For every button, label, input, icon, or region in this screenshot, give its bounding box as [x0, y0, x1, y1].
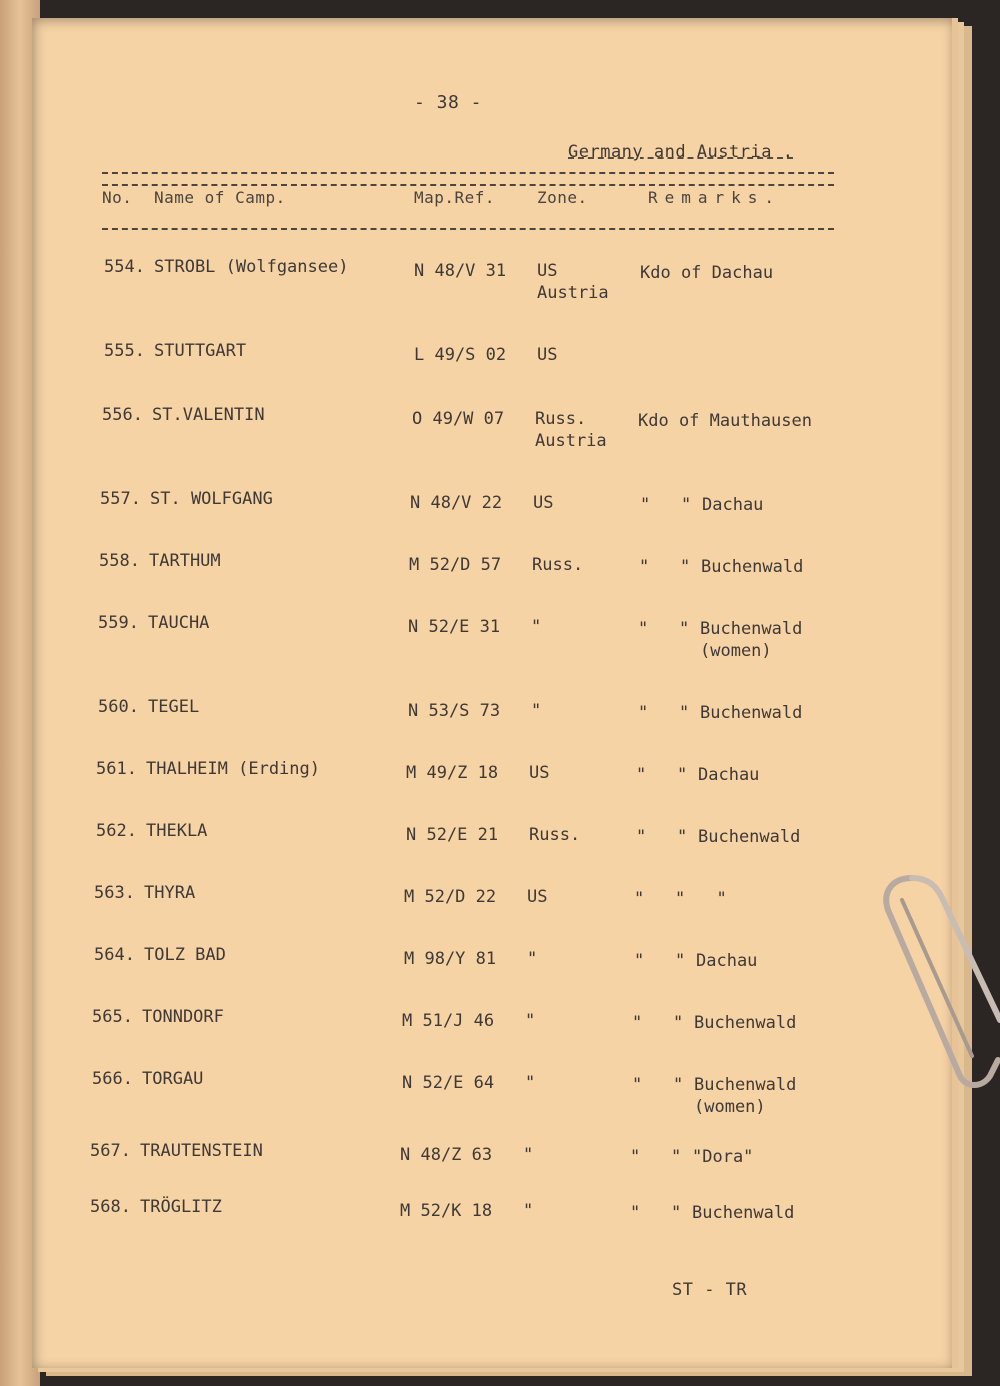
ditto-marks: " "	[639, 557, 691, 577]
map-reference: M 52/D 22	[404, 887, 497, 907]
ditto-marks: " "	[636, 765, 688, 785]
table-row	[32, 256, 952, 316]
map-reference: N 52/E 21	[406, 825, 499, 845]
camp-name: TORGAU	[142, 1069, 204, 1089]
entry-number: 562.	[96, 821, 137, 841]
map-reference: N 48/V 22	[410, 493, 503, 513]
ditto-marks: " "	[640, 495, 692, 515]
remarks: Kdo of Mauthausen	[638, 411, 812, 431]
zone: "	[523, 1201, 534, 1221]
camp-name: THYRA	[144, 883, 196, 903]
table-row	[32, 1140, 952, 1200]
column-header-zone: Zone.	[537, 188, 588, 207]
map-reference: N 48/Z 63	[400, 1145, 493, 1165]
ditto-marks: " "	[632, 1013, 684, 1033]
camp-name: TARTHUM	[149, 551, 221, 571]
remarks: Buchenwald	[692, 1203, 795, 1223]
map-reference: M 49/Z 18	[406, 763, 499, 783]
camp-name: STROBL (Wolfgansee)	[154, 257, 349, 277]
camp-name: ST. WOLFGANG	[150, 489, 273, 509]
zone: "	[523, 1145, 534, 1165]
camp-name: THALHEIM (Erding)	[146, 759, 320, 779]
table-row	[32, 1006, 952, 1066]
camp-name: TRÖGLITZ	[140, 1197, 222, 1217]
camp-name: TEGEL	[148, 697, 200, 717]
entry-number: 554.	[104, 257, 145, 277]
column-header-no: No.	[102, 188, 133, 207]
entry-number: 567.	[90, 1141, 131, 1161]
map-reference: N 48/V 31	[414, 261, 507, 281]
camp-name: THEKLA	[146, 821, 208, 841]
map-reference: O 49/W 07	[412, 409, 505, 429]
entry-number: 558.	[99, 551, 140, 571]
zone: "	[531, 701, 542, 721]
ditto-marks: " "	[638, 619, 690, 639]
zone: "	[525, 1073, 536, 1093]
zone: "	[525, 1011, 536, 1031]
table-row	[32, 820, 952, 880]
map-reference: M 51/J 46	[402, 1011, 495, 1031]
entry-number: 564.	[94, 945, 135, 965]
camp-name: STUTTGART	[154, 341, 247, 361]
entry-number: 560.	[98, 697, 139, 717]
column-header-remarks: Remarks.	[648, 188, 782, 207]
zone: Russ.	[532, 555, 584, 575]
entry-number: 566.	[92, 1069, 133, 1089]
table-row	[32, 550, 952, 610]
remarks: Buchenwald	[698, 827, 801, 847]
remarks: Buchenwald (women)	[700, 619, 803, 661]
ditto-marks: " "	[634, 951, 686, 971]
column-header-name: Name of Camp.	[154, 188, 286, 207]
remarks: Dachau	[702, 495, 764, 515]
ditto-marks: " "	[638, 703, 690, 723]
ditto-marks: " "	[634, 889, 686, 909]
camp-name: TAUCHA	[148, 613, 210, 633]
ditto-marks: " "	[630, 1147, 682, 1167]
paper-clip-icon	[882, 870, 1000, 1090]
entry-number: 563.	[94, 883, 135, 903]
entry-number: 555.	[104, 341, 145, 361]
remarks: Buchenwald	[701, 557, 804, 577]
map-reference: N 53/S 73	[408, 701, 501, 721]
section-title: Germany and Austria .	[568, 142, 794, 162]
map-reference: L 49/S 02	[414, 345, 507, 365]
zone: Russ.	[529, 825, 581, 845]
table-row	[32, 340, 952, 400]
ditto-marks: " "	[630, 1203, 682, 1223]
zone: "	[527, 949, 538, 969]
remarks: "Dora"	[692, 1147, 754, 1167]
zone: US	[529, 763, 550, 783]
table-row	[32, 882, 952, 942]
table-row	[32, 612, 952, 672]
header-rule-bottom	[102, 228, 834, 230]
zone: US	[537, 345, 558, 365]
map-reference: N 52/E 31	[408, 617, 501, 637]
map-reference: M 52/D 57	[409, 555, 502, 575]
entry-number: 559.	[98, 613, 139, 633]
map-reference: M 98/Y 81	[404, 949, 497, 969]
document-page	[32, 18, 958, 1368]
table-row	[32, 488, 952, 548]
table-row	[32, 404, 952, 464]
zone: US	[527, 887, 548, 907]
table-row	[32, 1068, 952, 1128]
camp-name: ST.VALENTIN	[152, 405, 265, 425]
page-range-footer: ST - TR	[672, 1280, 748, 1300]
header-rule-top-2	[102, 184, 834, 186]
zone: "	[531, 617, 542, 637]
map-reference: N 52/E 64	[402, 1073, 495, 1093]
column-header-map-ref: Map.Ref.	[414, 188, 496, 207]
camp-name: TRAUTENSTEIN	[140, 1141, 263, 1161]
ditto-marks: " "	[636, 827, 688, 847]
entry-number: 568.	[90, 1197, 131, 1217]
map-reference: M 52/K 18	[400, 1201, 493, 1221]
remarks: Dachau	[696, 951, 758, 971]
remarks: Buchenwald	[700, 703, 803, 723]
table-row	[32, 944, 952, 1004]
remarks: Kdo of Dachau	[640, 263, 774, 283]
header-rule-top	[102, 172, 834, 174]
entry-number: 557.	[100, 489, 141, 509]
table-row	[32, 1196, 952, 1256]
entry-number: 565.	[92, 1007, 133, 1027]
zone: US	[533, 493, 554, 513]
remarks: Buchenwald (women)	[694, 1075, 797, 1117]
zone: Russ. Austria	[535, 409, 607, 451]
entry-number: 561.	[96, 759, 137, 779]
camp-name: TOLZ BAD	[144, 945, 226, 965]
table-row	[32, 696, 952, 756]
ditto-marks: " "	[632, 1075, 684, 1095]
camp-name: TONNDORF	[142, 1007, 224, 1027]
remarks: "	[696, 889, 727, 909]
remarks: Buchenwald	[694, 1013, 797, 1033]
table-row	[32, 758, 952, 818]
entry-number: 556.	[102, 405, 143, 425]
zone: US Austria	[537, 261, 609, 303]
remarks: Dachau	[698, 765, 760, 785]
page-number: - 38 -	[414, 92, 483, 113]
